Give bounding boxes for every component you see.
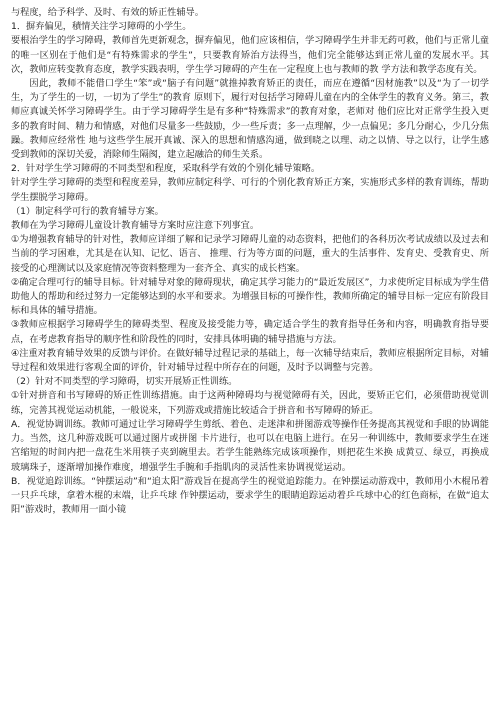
- paragraph: 教师在为学习障碍儿童设计教育辅导方案时应注意下列事宜。: [11, 220, 260, 232]
- paragraph: 针对学生学习障碍的类型和程度差异，教师应制定科学、可行的个别化教育矫正方案，实施形式多样的教育训练，帮助学生摆脱学习障碍。: [11, 177, 489, 203]
- subsection-heading: （1）制定科学可行的教育辅导方案。: [11, 205, 164, 217]
- section-heading: 2．针对学生学习障碍的不同类型和程度，采取科学有效的个别化辅导策略。: [11, 163, 321, 175]
- list-item: ①针对拼音和书写障碍的矫正性训练措施。由于这两种障碍均与视觉障碍有关，因此，要矫正它们，必须借助视觉训练，完善其视觉运动机能，一般说来，下列游戏或措施比较适合于拼音和书写障碍的矫正。: [11, 390, 489, 416]
- list-item: ④注重对教育辅导效果的反馈与评价。在做好辅导过程记录的基础上，每一次辅导结束后，教师应根据所定目标，对辅导过程和效果进行客观全面的评价，针对辅导过程中所存在的问题，及时予以调整与完善。: [11, 347, 489, 374]
- list-item: ②确定合理可行的辅导目标。针对辅导对象的障碍现状，确定其学习能力的“最近发展区”，力求使所定目标成为学生借助他人的帮助和经过努力一定能够达到的水平和要求。为增强目标的可操作性，教师所确定的辅导目标一定应有阶段目标和具体的辅导措施。: [11, 276, 489, 317]
- paragraph: 因此，教师不能借口学生“笨”或“脑子有问题”就推掉教育矫正的责任，而应在遵循“因材施教”以及“为了一切学生，为了学生的一切，一切为了学生”的教育 原则下，履行对包括学习障碍儿童在内的全体学生的教育义务。第三，教师应真诚关怀学习障碍学生。由于学习障碍学生是有多种“特殊需求”的教育对象，老师对 他们应比对正常学生投入更多的教育时间、精力和情感，对他们尽量多一些鼓励，少一些斥责；多一点理解，少一点偏见；多几分耐心，少几分焦躁。教师应经常性 地与这些学生展开真诚、深入的思想和情感沟通，做到晓之以理、动之以情、导之以行，让学生感受到教师的深切关爱，消除师生隔阂，建立起融洽的师生关系。: [11, 78, 489, 161]
- list-item: ③教师应根据学习障碍学生的障碍类型、程度及接受能力等，确定适合学生的教育指导任务和内容，明确教育指导要点，在考虑教育指导的顺序性和阶段性的同时，安排具体明确的辅导措施与方法。: [11, 319, 489, 345]
- paragraph: 与程度，给予科学、及时、有效的矫正性辅导。: [11, 7, 204, 18]
- list-item: A．视觉协调训练。教师可通过让学习障碍学生剪纸、着色、走迷津和拼图游戏等操作任务提高其视觉和手眼的协调能力。当然，这几种游戏既可以通过图片或拼图 卡片进行，也可以在电脑上进行。在另一种训练中，教师要求学生在迷宫缩短的时间内把一盘花生米用筷子夹到碗里去。若学生能熟练完成该项操作，则把花生米换 成黄豆、绿豆，再换成玻璃珠子，逐渐增加操作难度，增强学生手腕和手指肌肉的灵活性来协调视觉运动。: [11, 418, 489, 473]
- paragraph: 要根治学生的学习障碍，教师首先更新观念，摒弃偏见，他们应该相信，学习障碍学生并非无药可救，他们与正常儿童的唯一区别在于他们是“有特殊需求的学生”，只要教育矫治方法得当，他们完全能够达到正常儿童的发展水平。其次，教师应转变教育态度，教学实践表明，学生学习障碍的产生在一定程度上也与教师的教 学方法和教学态度有关。: [11, 35, 489, 75]
- subsection-heading: （2）针对不同类型的学习障碍，切实开展矫正性训练。: [11, 376, 238, 388]
- list-item: ①为增强教育辅导的针对性，教师应详细了解和记录学习障碍儿童的动态资料，把他们的各科历次考试成绩以及过去和当前的学习困难，尤其是在认知、记忆、语言、 推理、行为等方面的问题，重大的生活事件、发育史、受教育史、所接受的心理测试以及家庭情况等资料整理为一套齐全、真实的成长档案。: [11, 234, 489, 274]
- section-heading: 1．摒弃偏见，積情关注学习障碍的小学生。: [11, 21, 192, 33]
- list-item: B．视觉追踪训练。“钟摆运动”和“追太阳”游戏旨在提高学生的视觉追踪能力。在钟摆运动游戏中，教师用小木棍吊着一只乒乓球，拿着木棍的末端，让乒乓球 作钟摆运动，要求学生的眼睛追踪运动着乒乓球中心的红色商标，在做“追太阳”游戏时，教师用一面小镜: [11, 475, 489, 516]
